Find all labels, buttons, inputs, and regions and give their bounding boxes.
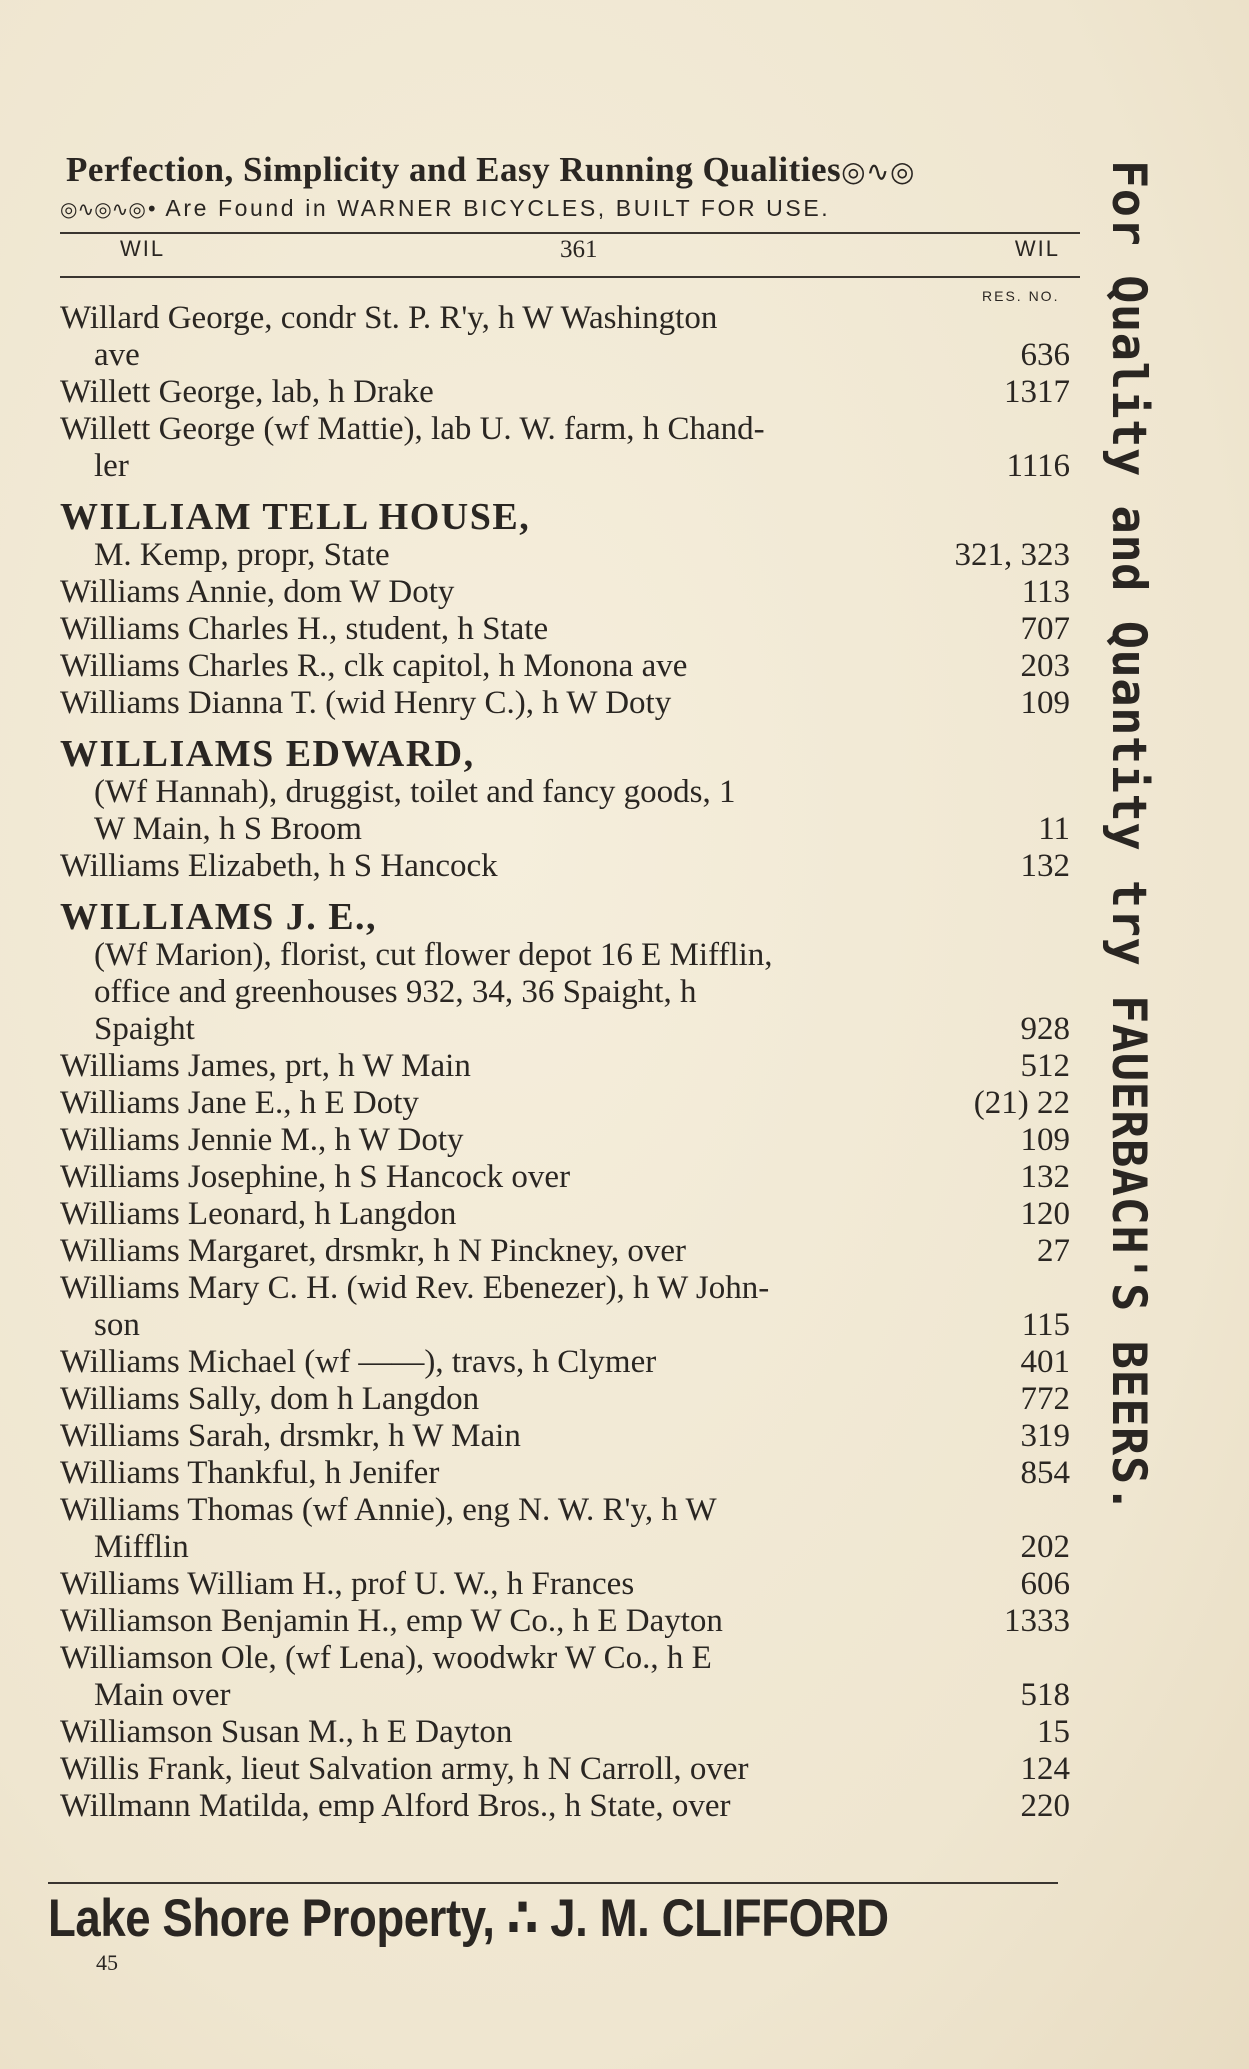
signature-mark: 45 xyxy=(96,1950,118,1975)
residence-number: 636 xyxy=(1020,337,1070,373)
residence-number: 132 xyxy=(1020,1159,1070,1195)
directory-heading xyxy=(60,726,1070,774)
residence-number: 124 xyxy=(1020,1751,1070,1787)
directory-entry xyxy=(60,848,1070,885)
directory-heading xyxy=(60,889,1070,937)
residence-number: 109 xyxy=(1020,685,1070,721)
entry-text: WILLIAM TELL HOUSE, xyxy=(60,496,531,538)
right-guide-word: WIL xyxy=(1014,236,1060,261)
residence-number: 512 xyxy=(1020,1048,1070,1084)
entry-text: Williams Mary C. H. (wid Rev. Ebenezer), h W John- xyxy=(60,1270,770,1306)
directory-entry xyxy=(60,337,1070,374)
entry-text: Willett George (wf Mattie), lab U. W. farm, h Chand- xyxy=(60,411,765,447)
entry-text: Willmann Matilda, emp Alford Bros., h State, over xyxy=(60,1788,731,1824)
entry-text: Williamson Ole, (wf Lena), woodwkr W Co., h E xyxy=(60,1640,712,1676)
residence-number: 1116 xyxy=(1006,448,1070,484)
entry-text: Willett George, lab, h Drake xyxy=(60,374,434,410)
side-advertisement-text: For Quality and Quantity try FAUERBACH'S BEERS. xyxy=(1101,160,1156,1514)
entry-text: WILLIAMS EDWARD, xyxy=(60,733,475,775)
left-guide-word: WIL xyxy=(120,236,166,261)
residence-number: 772 xyxy=(1020,1381,1070,1417)
directory-entry xyxy=(60,1677,1070,1714)
directory-entry xyxy=(60,1011,1070,1048)
directory-entry xyxy=(60,811,1070,848)
directory-entry xyxy=(60,1455,1070,1492)
entry-text: Williamson Benjamin H., emp W Co., h E Dayton xyxy=(60,1603,723,1639)
ornament-icon: ◎∿◎∿◎• xyxy=(60,197,158,221)
entry-text: Williams Thankful, h Jenifer xyxy=(60,1455,440,1491)
directory-entry xyxy=(60,574,1070,611)
entry-text: W Main, h S Broom xyxy=(94,811,362,847)
residence-number: 11 xyxy=(1038,811,1070,847)
entry-text: WILLIAMS J. E., xyxy=(60,896,378,938)
directory-entry xyxy=(60,537,1070,574)
entry-text: Williams James, prt, h W Main xyxy=(60,1048,471,1084)
directory-entry xyxy=(60,1751,1070,1788)
directory-entry xyxy=(60,685,1070,722)
residence-number: 319 xyxy=(1020,1418,1070,1454)
residence-number: 707 xyxy=(1020,611,1070,647)
entry-text: Williams William H., prof U. W., h Frances xyxy=(60,1566,635,1602)
directory-entry xyxy=(60,300,1070,337)
running-header xyxy=(60,236,1080,272)
entry-text: Williams Sarah, drsmkr, h W Main xyxy=(60,1418,521,1454)
directory-entry xyxy=(60,1529,1070,1566)
directory-entry xyxy=(60,611,1070,648)
footer-rule xyxy=(48,1882,1058,1884)
entry-text: Willis Frank, lieut Salvation army, h N Carroll, over xyxy=(60,1751,749,1787)
directory-entry xyxy=(60,411,1070,448)
header-advertisement-line-1 xyxy=(66,150,1076,190)
directory-entries xyxy=(60,300,1070,1825)
directory-heading xyxy=(60,489,1070,537)
residence-number: 202 xyxy=(1020,1529,1070,1565)
entry-text: Williams Thomas (wf Annie), eng N. W. R'y, h W xyxy=(60,1492,717,1528)
side-advertisement xyxy=(1098,160,1158,1960)
entry-text: ave xyxy=(94,337,140,373)
directory-entry xyxy=(60,1714,1070,1751)
entry-text: Williams Jane E., h E Doty xyxy=(60,1085,419,1121)
directory-entry xyxy=(60,1381,1070,1418)
entry-text: office and greenhouses 932, 34, 36 Spaight, h xyxy=(94,974,697,1010)
residence-number: 109 xyxy=(1020,1122,1070,1158)
entry-text: Williams Jennie M., h W Doty xyxy=(60,1122,464,1158)
residence-number: 518 xyxy=(1020,1677,1070,1713)
page-number: 361 xyxy=(560,236,598,263)
residence-number: 928 xyxy=(1020,1011,1070,1047)
entry-text: Williams Dianna T. (wid Henry C.), h W Doty xyxy=(60,685,672,721)
entry-text: Williams Margaret, drsmkr, h N Pinckney, over xyxy=(60,1233,687,1269)
entry-text: Williams Charles R., clk capitol, h Monona ave xyxy=(60,648,688,684)
entry-text: Mifflin xyxy=(94,1529,189,1565)
directory-entry xyxy=(60,1307,1070,1344)
residence-number: 113 xyxy=(1021,574,1070,610)
directory-entry xyxy=(60,937,1070,974)
directory-entry xyxy=(60,1085,1070,1122)
directory-entry xyxy=(60,1603,1070,1640)
entry-text: Williams Charles H., student, h State xyxy=(60,611,549,647)
directory-entry xyxy=(60,974,1070,1011)
entry-text: (Wf Hannah), druggist, toilet and fancy goods, 1 xyxy=(94,774,736,810)
entry-text: Williams Leonard, h Langdon xyxy=(60,1196,457,1232)
footer-advertisement: Lake Shore Property, ∴ J. M. CLIFFORD xyxy=(48,1889,889,1948)
directory-entry xyxy=(60,1566,1070,1603)
residence-number: 115 xyxy=(1021,1307,1070,1343)
residence-number: 27 xyxy=(1037,1233,1070,1269)
residence-number: 203 xyxy=(1020,648,1070,684)
residence-number: 401 xyxy=(1020,1344,1070,1380)
directory-entry xyxy=(60,1270,1070,1307)
directory-entry xyxy=(60,1122,1070,1159)
header-ad-text: Perfection, Simplicity and Easy Running Qualities xyxy=(66,150,842,189)
residence-number: 854 xyxy=(1020,1455,1070,1491)
residence-number: (21) 22 xyxy=(973,1085,1070,1121)
directory-entry xyxy=(60,1233,1070,1270)
directory-entry xyxy=(60,1788,1070,1825)
entry-text: Williams Annie, dom W Doty xyxy=(60,574,455,610)
entry-text: ler xyxy=(94,448,129,484)
header-ad-subtext: Are Found in WARNER BICYCLES, BUILT FOR USE. xyxy=(165,195,831,221)
directory-entry xyxy=(60,1418,1070,1455)
residence-number: 120 xyxy=(1020,1196,1070,1232)
ornament-icon: ◎∿◎ xyxy=(841,157,915,188)
entry-text: Williamson Susan M., h E Dayton xyxy=(60,1714,513,1750)
entry-text: Spaight xyxy=(94,1011,195,1047)
directory-entry xyxy=(60,774,1070,811)
entry-text: Williams Sally, dom h Langdon xyxy=(60,1381,480,1417)
entry-text: Willard George, condr St. P. R'y, h W Washington xyxy=(60,300,718,336)
directory-entry xyxy=(60,648,1070,685)
entry-text: Williams Josephine, h S Hancock over xyxy=(60,1159,571,1195)
residence-number: 220 xyxy=(1020,1788,1070,1824)
entry-text: (Wf Marion), florist, cut flower depot 16 E Mifflin, xyxy=(94,937,773,973)
entry-text: Williams Elizabeth, h S Hancock xyxy=(60,848,498,884)
header-rule-bottom xyxy=(60,276,1080,278)
residence-number: 321, 323 xyxy=(954,537,1070,573)
residence-number: 15 xyxy=(1037,1714,1070,1750)
entry-text: Williams Michael (wf ——), travs, h Clymer xyxy=(60,1344,657,1380)
directory-entry xyxy=(60,1196,1070,1233)
header-advertisement-line-2 xyxy=(60,195,1080,222)
residence-number: 132 xyxy=(1020,848,1070,884)
directory-entry xyxy=(60,1048,1070,1085)
directory-entry xyxy=(60,1344,1070,1381)
directory-entry xyxy=(60,374,1070,411)
directory-entry xyxy=(60,1159,1070,1196)
entry-text: Main over xyxy=(94,1677,231,1713)
residence-number: 1317 xyxy=(1004,374,1070,410)
residence-number: 1333 xyxy=(1004,1603,1070,1639)
directory-entry xyxy=(60,1492,1070,1529)
entry-text: M. Kemp, propr, State xyxy=(94,537,390,573)
residence-number: 606 xyxy=(1020,1566,1070,1602)
directory-entry xyxy=(60,1640,1070,1677)
res-no-label: RES. NO. xyxy=(982,288,1060,304)
directory-entry xyxy=(60,448,1070,485)
entry-text: son xyxy=(94,1307,140,1343)
header-rule-top xyxy=(60,232,1080,234)
